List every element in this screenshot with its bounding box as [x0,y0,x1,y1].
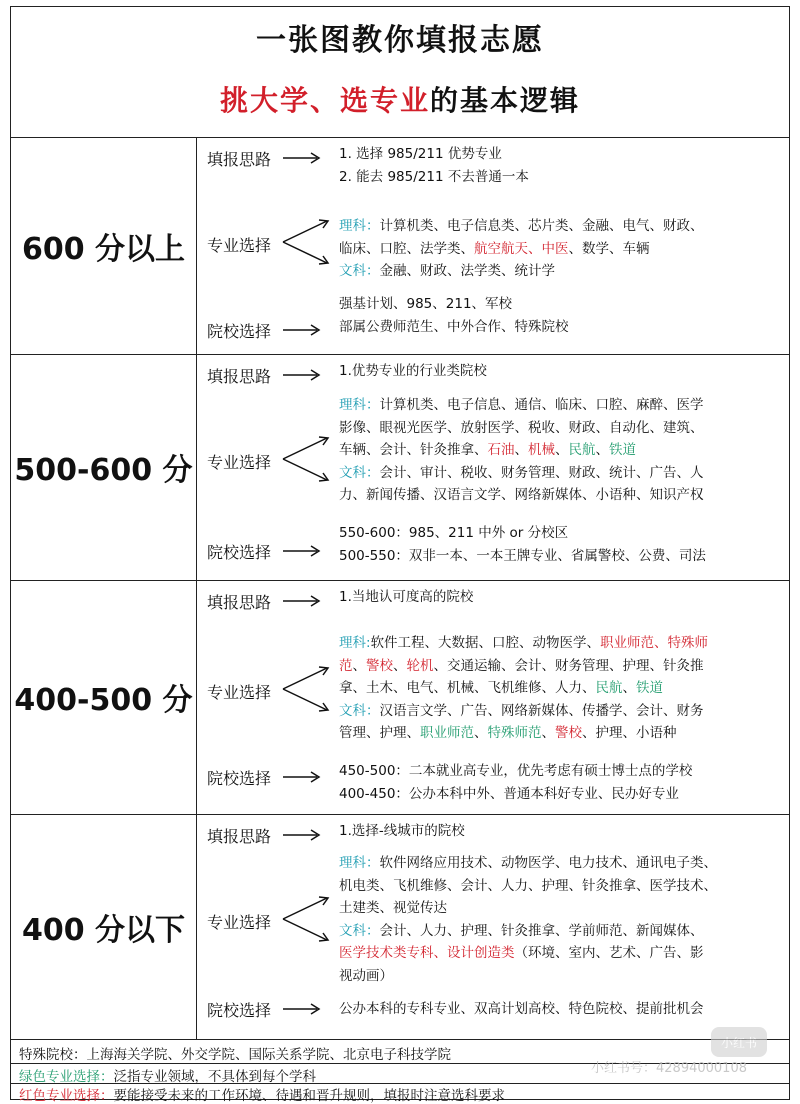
arrow-right-icon [281,151,325,165]
footer-green-note: 绿色专业选择：泛指专业领域，不具体到每个学科 [19,1069,316,1085]
idea-item: 1. 选择 985/211 优势专业 [339,146,502,162]
watermark-badge: 小红书 [711,1027,767,1057]
section-500-600 [11,354,789,581]
label-school: 院校选择 [207,543,272,562]
subtitle-highlight: 挑大学、选专业 [219,84,430,117]
arts-tag: 文科： [339,922,380,939]
header [11,7,789,138]
section-600-plus [11,137,789,355]
label-ideas: 填报思路 [207,593,272,612]
science-tag: 理科： [339,855,380,871]
section-400-500 [11,580,789,815]
arts-tag: 文科： [339,702,380,719]
arrow-right-icon [281,1002,325,1016]
label-major: 专业选择 [207,453,272,472]
branch-arrow-icon [281,894,331,944]
science-tag: 理科: [339,635,371,651]
footer-special-schools: 特殊院校：上海海关学院、外交学院、国际关系学院、北京电子科技学院 [19,1047,451,1063]
science-tag: 理科： [339,218,380,234]
label-major: 专业选择 [207,683,272,702]
arts-tag: 文科： [339,464,380,481]
label-major: 专业选择 [207,236,272,255]
idea-item: 1.优势专业的行业类院校 [339,363,487,379]
infographic-sheet [10,6,790,1104]
school-list: 公办本科的专科专业、双高计划高校、特色院校、提前批机会 [339,1001,704,1017]
major-list: 理科：计算机类、电子信息、通信、临床、口腔、麻醉、医学 影像、眼视光医学、放射医学、税收、财政、自动化、建筑、 车辆、会计、针灸推拿、石油、机械、民航、铁道 文科：会计、审计、税收、财务管理、财政、统计、广告、人 力、新闻传播、汉语言文学、网络新媒体、小语种、知识产权 [339,397,704,503]
label-major: 专业选择 [207,913,272,932]
red-legend-label: 红色专业选择： [19,1088,114,1104]
arrow-right-icon [281,828,325,842]
watermark-text: 小红书号：4289400010​8 [591,1061,747,1076]
arrow-right-icon [281,544,325,558]
arrow-right-icon [281,368,325,382]
label-school: 院校选择 [207,322,272,341]
label-school: 院校选择 [207,1001,272,1020]
branch-arrow-icon [281,434,331,484]
label-school: 院校选择 [207,769,272,788]
arrow-right-icon [281,323,325,337]
arrow-right-icon [281,594,325,608]
label-ideas: 填报思路 [207,150,272,169]
footer-red-note: 红色专业选择：要能接受未来的工作环境、待遇和晋升规则，填报时注意选科要求 [19,1088,505,1104]
branch-arrow-icon [281,217,331,267]
label-ideas: 填报思路 [207,367,272,386]
page-subtitle [11,79,789,119]
idea-item: 1.当地认可度高的院校 [339,589,474,605]
subtitle-rest: 的基本逻辑 [430,84,581,117]
ideas-list [339,820,465,843]
green-legend-label: 绿色专业选择： [19,1069,114,1085]
score-range: 400 分以下 [11,814,197,1039]
section-below-400 [11,814,789,1040]
score-range: 500-600 分 [11,354,197,580]
major-list: 理科：计算机类、电子信息类、芯片类、金融、电气、财政、 临床、口腔、法学类、航空航天、中医、数学、车辆 文科：金融、财政、法学类、统计学 [339,218,704,279]
ideas-list [339,143,529,188]
score-range: 600 分以上 [11,137,197,354]
school-list: 550-600：985、211 中外 or 分校区 500-550：双非一本、一本王牌专业、省属警校、公费、司法 [339,525,706,564]
idea-item: 1.选择-线城市的院校 [339,823,465,839]
major-list: 理科:软件工程、大数据、口腔、动物医学、职业师范、特殊师 范、警校、轮机、交通运输、会计、财务管理、护理、针灸推 拿、土木、电气、机械、飞机维修、人力、民航、铁道 文科：汉语言文学、广告、网络新媒体、传播学、会计、财务 管理、护理、职业师范、特殊师范、警校、护理、小语种 [339,635,709,741]
school-list: 450-500：二本就业高专业，优先考虑有硕士博士点的学校 400-450：公办本科中外、普通本科好专业、民办好专业 [339,763,693,802]
school-list: 强基计划、985、211、军校 部属公费师范生、中外合作、特殊院校 [339,296,569,335]
label-ideas: 填报思路 [207,827,272,846]
score-range: 400-500 分 [11,580,197,814]
ideas-list [339,360,487,383]
arrow-right-icon [281,770,325,784]
ideas-list [339,586,473,609]
branch-arrow-icon [281,664,331,714]
page-title: 一张图教你填报志愿 [256,23,544,58]
science-tag: 理科： [339,397,380,413]
arts-tag: 文科： [339,263,380,279]
major-list: 理科：软件网络应用技术、动物医学、电力技术、通讯电子类、 机电类、飞机维修、会计、人力、护理、针灸推拿、医学技术、 土建类、视觉传达 文科：会计、人力、护理、针灸推拿、学前师范、新闻媒体、 医学技术类专科、设计创造类（环境、室内、艺术、广告、影 视动画） [339,855,717,984]
idea-item: 2. 能去 985/211 不去普通一本 [339,168,529,185]
